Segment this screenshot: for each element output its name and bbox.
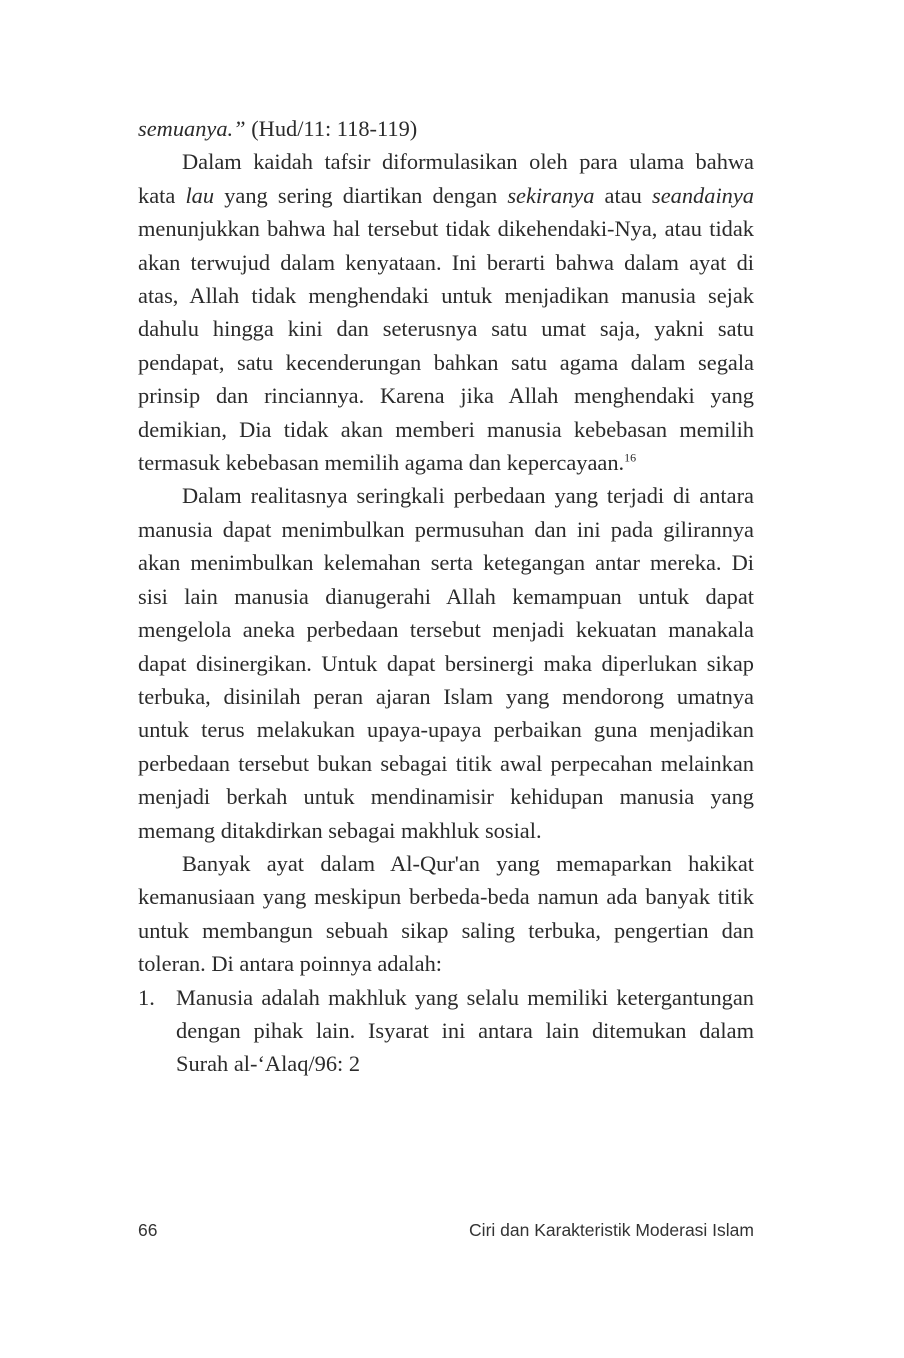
page-footer xyxy=(138,1220,754,1241)
paragraph-2: Dalam realitasnya seringkali perbedaan yang terjadi di antara manusia dapat menimbulkan permusuhan dan ini pada gilirannya akan menimbulkan kelemahan serta ketegangan antar mereka. Di sisi lain manusia dianugerahi Allah kemampuan untuk dapat mengelola aneka perbedaan tersebut menjadi kekuatan manakala dapat disinergikan. Untuk dapat bersinergi maka diperlukan sikap terbuka, disinilah peran ajaran Islam yang mendorong umatnya untuk terus melakukan upaya-upaya perbaikan guna menjadikan perbedaan tersebut bukan sebagai titik awal perpecahan melainkan menjadi berkah untuk mendinamisir kehidupan manusia yang memang ditakdirkan sebagai makhluk sosial. xyxy=(138,483,754,843)
paragraph-1-text-b: yang sering diartikan dengan xyxy=(214,182,508,208)
list-item xyxy=(138,981,754,1081)
page-number: 66 xyxy=(138,1220,158,1240)
numbered-list xyxy=(138,981,754,1081)
list-item-text: Manusia adalah makhluk yang selalu memiliki ketergantungan dengan pihak lain. Isyarat ini antara lain ditemukan dalam Surah al-‘Alaq/96: 2 xyxy=(176,984,754,1077)
quote-reference: (Hud/11: 118-119) xyxy=(245,116,418,141)
footnote-marker[interactable]: 16 xyxy=(624,450,637,465)
list-item-number: 1. xyxy=(138,984,155,1010)
quote-italic: semuanya.” xyxy=(138,116,246,141)
term-lau: lau xyxy=(185,182,215,208)
paragraph-1 xyxy=(138,145,754,479)
paragraph-1-text-d: menunjukkan bahwa hal tersebut tidak dikehendaki-Nya, atau tidak akan terwujud dalam kenyataan. Ini berarti bahwa dalam ayat di atas, Allah tidak menghendaki untuk menjadikan manusia sejak dahulu hingga kini dan seterusnya satu umat saja, yakni satu pendapat, satu kecenderungan bahkan satu agama dalam segala prinsip dan rinciannya. Karena jika Allah menghendaki yang demikian, Dia tidak akan memberi manusia kebebasan memilih termasuk kebebasan memilih agama dan kepercayaan. xyxy=(138,216,754,476)
paragraph-1-text-a: Dalam kaidah tafsir diformulasikan oleh para ulama bahwa kata xyxy=(138,149,754,208)
term-seandainya: seandainya xyxy=(652,182,754,208)
quote-ending xyxy=(138,112,754,145)
paragraph-3: Banyak ayat dalam Al-Qur'an yang memaparkan hakikat kemanusiaan yang meskipun berbeda-beda namun ada banyak titik untuk membangun sebuah sikap saling terbuka, pengertian dan toleran. Di antara poinnya adalah: xyxy=(138,850,754,977)
term-sekiranya: sekiranya xyxy=(507,182,595,208)
running-title: Ciri dan Karakteristik Moderasi Islam xyxy=(469,1220,754,1240)
paragraph-1-text-c: atau xyxy=(594,182,653,208)
body-text xyxy=(138,112,754,1081)
